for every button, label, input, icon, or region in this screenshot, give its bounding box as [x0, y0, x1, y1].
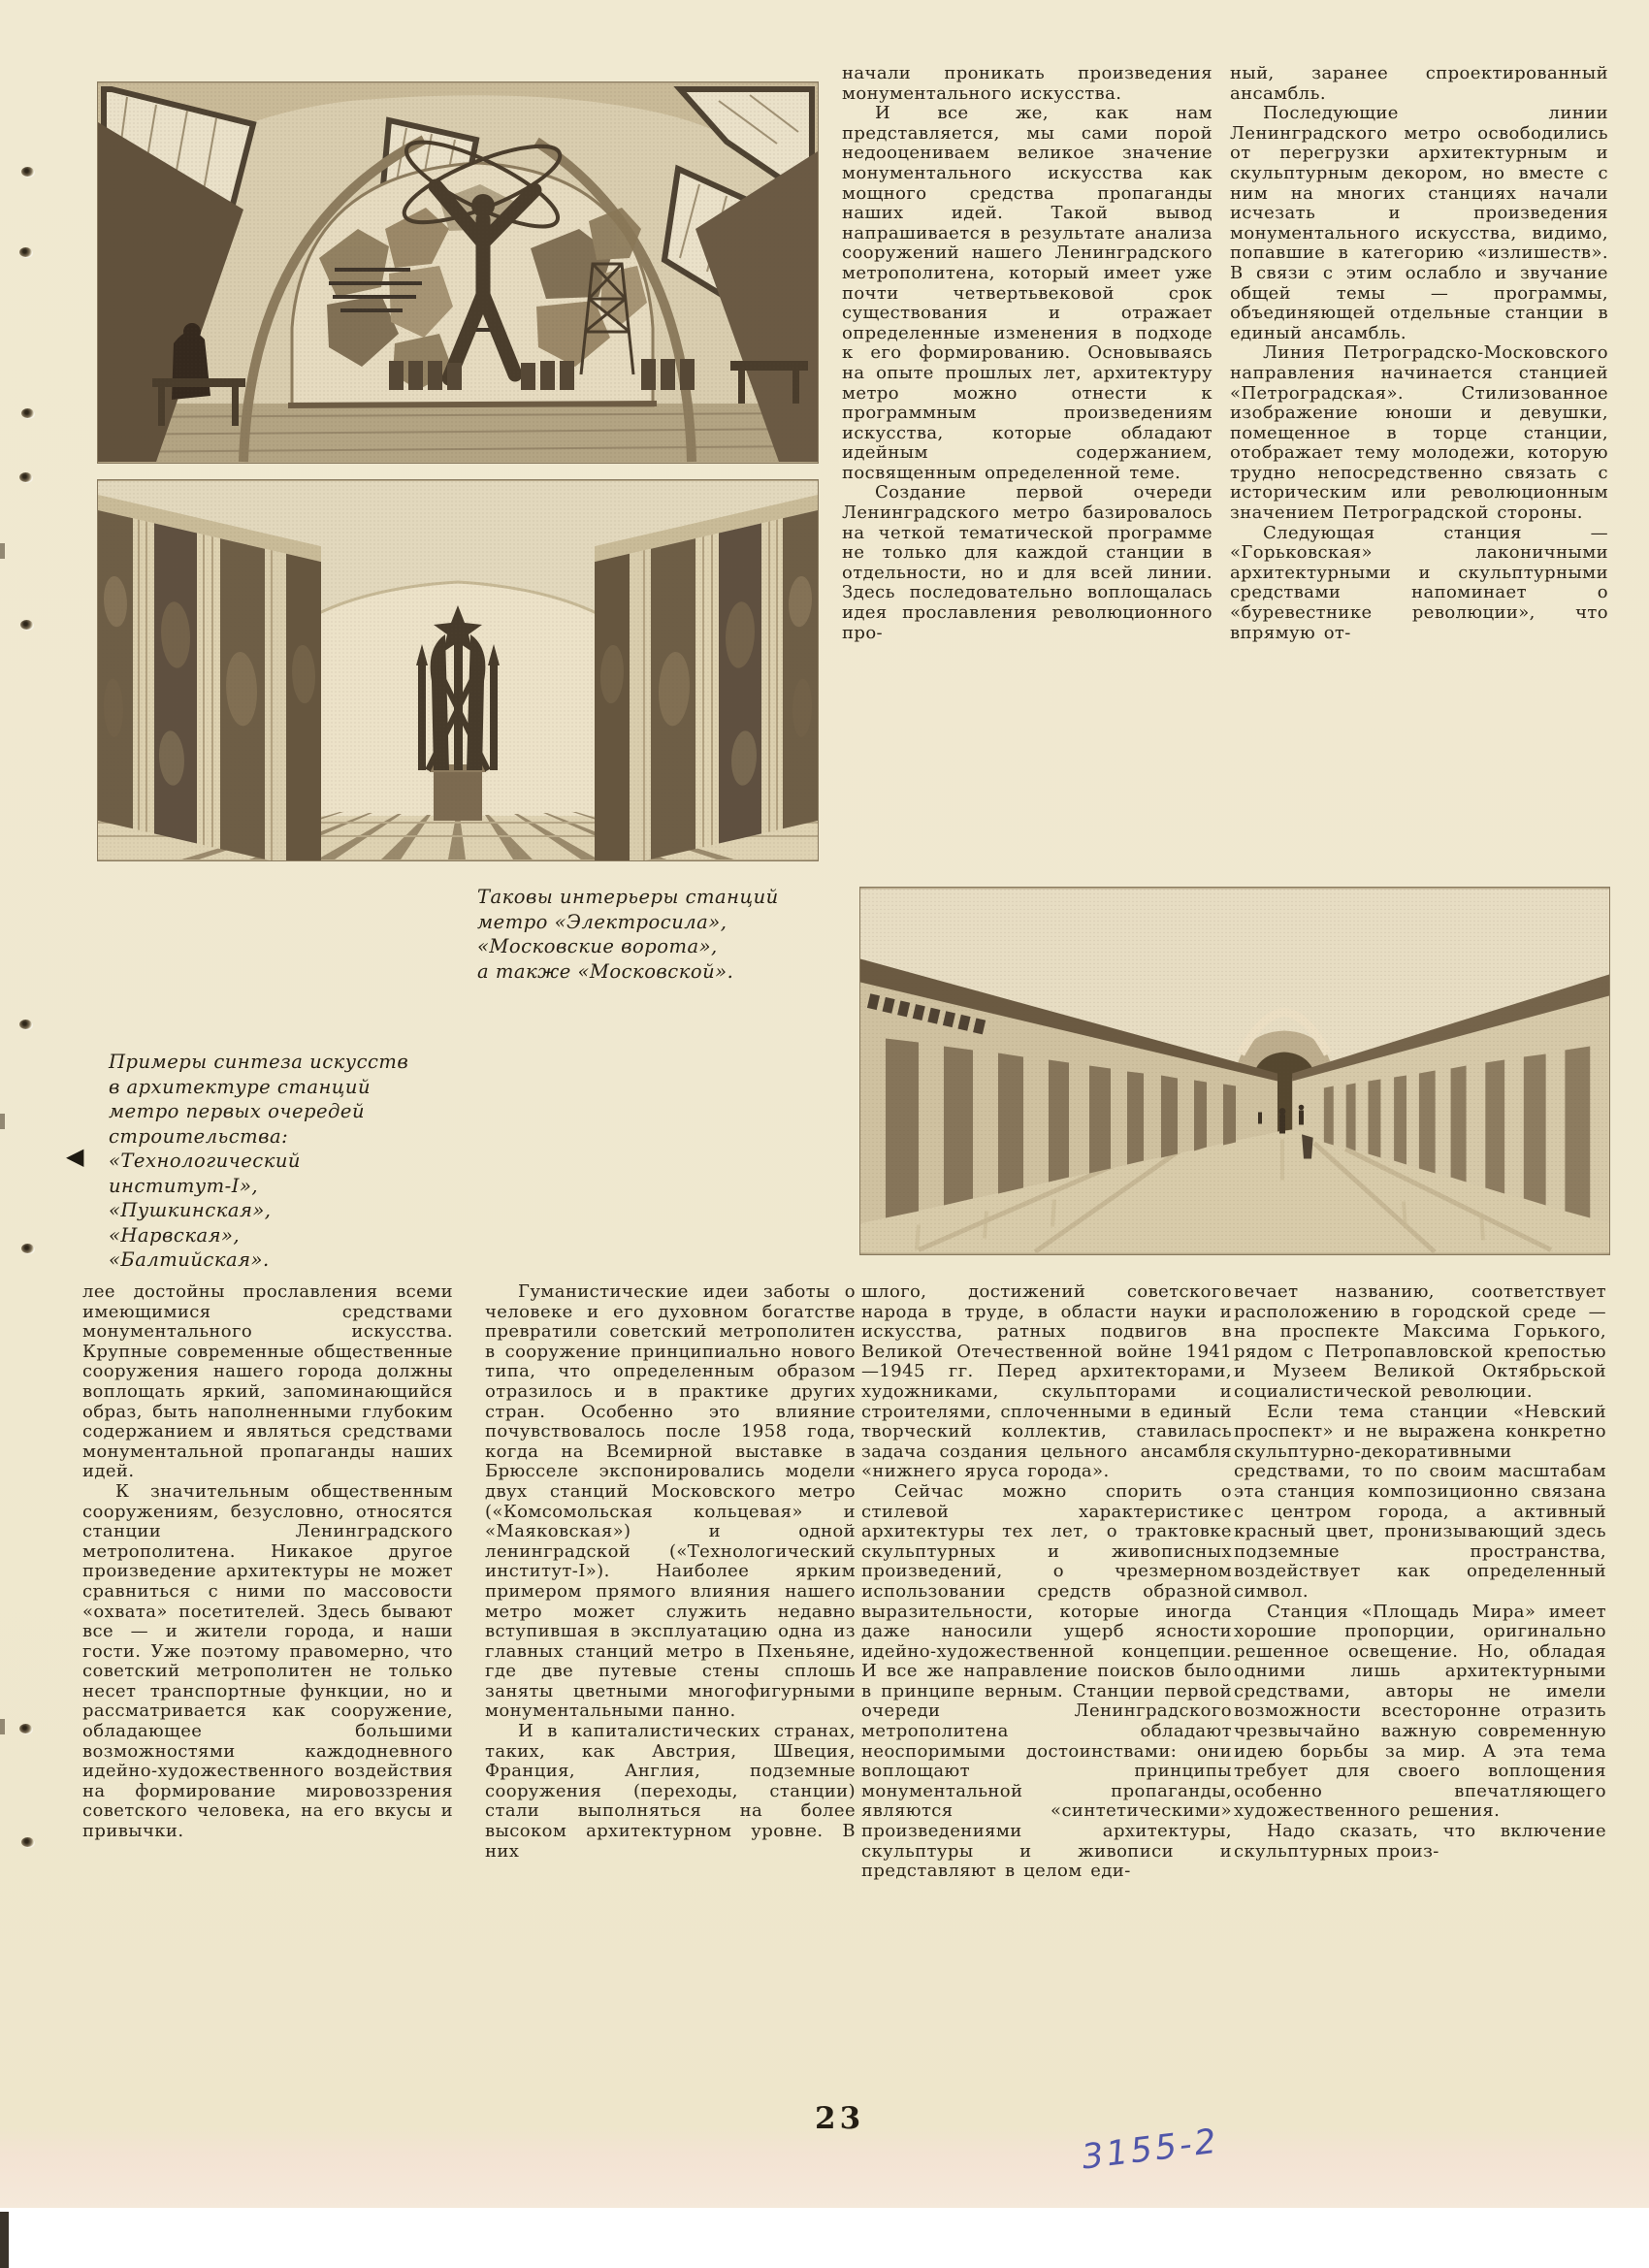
caption-line: а также «Московской».	[477, 959, 734, 983]
caption-line: «Московские ворота»,	[477, 935, 718, 957]
scan-edge-mark	[0, 1719, 5, 1734]
paragraph: ный, заранее спроектированный ансамбль.	[1230, 63, 1608, 104]
caption-line: Таковы интерьеры станций	[477, 886, 779, 908]
paragraph: И все же, как нам представляется, мы сами порой недооцениваем великое значение монументального искусства как мощного средства пропаганды наших идей. Такой вывод напрашивается в результате анализа сооружений нашего Ленинградского метрополитена, который имеет уже почти четвертьвековой срок существования и отражает определенные изменения в подходе к его формированию. Основываясь на опыте прошлых лет, архитектуру метро можно отнести к программным произведениям искусства, которые обладают идейным содержанием, посвященным определенной теме.	[842, 103, 1212, 483]
caption-line: «Пушкинская»,	[109, 1199, 272, 1221]
paragraph: К значительным общественным сооружениям, безусловно, относятся станции Ленинградского метрополитена. Никакое другое произведение архитектуры не может сравниться с ними по массовости «охвата» посетителей. Здесь бывают все — и жители города, и наши гости. Уже поэтому правомерно, что советский метрополитен не только несет транспортные функции, но и рассматривается как сооружение, обладающее большими возможностями каждодневного идейно-художественного воздействия на формирование мировоззрения советского человека, на его вкусы и привычки.	[82, 1480, 453, 1842]
binding-hole-icon	[21, 1244, 34, 1253]
caption-synthesis	[109, 1050, 477, 1273]
paragraph: вечает названию, соответствует расположению в городской среде — на проспекте Максима Горького, рядом с Петропавловской крепостью и Музеем Великой Октябрьской социалистической революции.	[1234, 1281, 1606, 1402]
handwritten-note: 3155-2	[1080, 2122, 1221, 2178]
paragraph: Линия Петроградско-Московского направления начинается станцией «Петроградская». Стилизованное изображение юноши и девушки, помещенное в торце станции, отображает тему молодежи, которую трудно непосредственно связать с историческим или революционным значением Петроградской стороны.	[1230, 342, 1608, 524]
column-top-left	[842, 64, 1212, 885]
paragraph: Следующая станция — «Горьковская» лаконичными архитектурными и скульптурными средствами напоминает о «буревестнике революции», что впрямую от-	[1230, 522, 1608, 643]
caption-line: в архитектуре станций	[109, 1075, 372, 1098]
paragraph: Если тема станции «Невский проспект» и не выражена конкретно скульптурно-декоративными средствами, то по своим масштабам эта станция композиционно связана с центром города, а активный красный цвет, пронизывающий здесь подземные пространства, воздействует как определенный символ.	[1234, 1401, 1606, 1602]
paragraph: начали проникать произведения монументального искусства.	[842, 63, 1212, 104]
column-bottom-3	[861, 1282, 1232, 2113]
binding-hole-icon	[20, 620, 33, 630]
caption-line: «Технологический	[109, 1150, 301, 1172]
scan-edge-mark	[0, 543, 5, 559]
column-bottom-2	[485, 1282, 856, 2113]
paragraph: Сейчас можно спорить о стилевой характеристике архитектуры тех лет, о трактовке скульптурных и живописных произведений, о чрезмерном использовании средств образной выразительности, которые иногда даже наносили ущерб ясности идейно-художественной концепции. И все же направление поисков было в принципе верным. Станции первой очереди Ленинградского метрополитена обладают неоспоримыми достоинствами: они воплощают принципы монументальной пропаганды, являются «синтетическими» произведениями архитектуры, скульптуры и живописи и представляют в целом еди-	[861, 1480, 1232, 1882]
binding-hole-icon	[19, 1724, 32, 1733]
photo-electrosila-mural	[97, 81, 819, 464]
paragraph: И в капиталистических странах, таких, как Австрия, Швеция, Франция, Англия, подземные сооружения (переходы, станции) стали выполняться на более высоком архитектурном уровне. В них	[485, 1721, 856, 1862]
binding-hole-icon	[19, 247, 32, 257]
binding-hole-icon	[21, 408, 34, 418]
paragraph: Гуманистические идеи заботы о человеке и его духовном богатстве превратили советский метрополитен в сооружение принципиально нового типа, что определенным образом отразилось и в практике других стран. Особенно это влияние почувствовалось после 1958 года, когда на Всемирной выставке в Брюсселе экспонировались модели двух станций Московского метро («Комсомольская кольцевая» и «Маяковская») и одной ленинградской («Технологический институт-I»). Наиболее ярким примером прямого влияния нашего метро может служить недавно вступившая в эксплуатацию одна из главных станций метро в Пхеньяне, где две путевые стены сплошь заняты цветными многофигурными монументальными панно.	[485, 1281, 856, 1722]
caption-line: «Балтийская».	[109, 1248, 270, 1271]
photo-pointer-icon: ◀	[66, 1143, 84, 1170]
caption-interiors	[477, 885, 846, 984]
spine-mark	[0, 2212, 9, 2268]
binding-hole-icon	[21, 167, 34, 177]
paragraph: Станция «Площадь Мира» имеет хорошие пропорции, оригинально решенное освещение. Но, обладая одними лишь архитектурными средствами, авторы не имели возможности всесторонне отразить чрезвычайно важную современную идею борьбы за мир. А эта тема требует для своего воплощения особенно впечатляющего художественного решения.	[1234, 1601, 1606, 1822]
binding-hole-icon	[21, 1837, 34, 1847]
paragraph: Создание первой очереди Ленинградского метро базировалось на четкой тематической программе не только для каждой станции в отдельности, но и для всей линии. Здесь последовательно воплощалась идея прославления революционного про-	[842, 482, 1212, 643]
column-bottom-1	[82, 1282, 453, 2113]
scan-edge-mark	[0, 1114, 5, 1129]
paragraph: лее достойны прославления всеми имеющимися средствами монументального искусства. Крупные современные общественные сооружения нашего города должны воплощать яркий, запоминающийся образ, быть наполненными глубоким содержанием и являться средствами монументальной пропаганды наших идей.	[82, 1281, 453, 1482]
paragraph: шлого, достижений советского народа в труде, в области науки и искусства, ратных подвигов в Великой Отечественной войне 1941—1945 гг. Перед архитекторами, художниками, скульпторами и строителями, сплоченными в единый творческий коллектив, ставилась задача создания цельного ансамбля «нижнего яруса города».	[861, 1281, 1232, 1482]
caption-line: институт-I»,	[109, 1174, 259, 1197]
binding-hole-icon	[19, 472, 32, 482]
binding-hole-icon	[19, 1020, 32, 1029]
page-number: 23	[815, 2101, 865, 2136]
caption-line: Примеры синтеза искусств	[109, 1051, 409, 1073]
photo-station-platform-perspective	[859, 887, 1610, 1255]
paragraph: Последующие линии Ленинградского метро освободились от перегрузки архитектурным и скульптурным декором, но вместе с ним на многих станциях начали исчезать и произведения монументального искусства, видимо, попавшие в категорию «излишеств». В связи с этим ослабло и звучание общей темы — программы, объединяющей отдельные станции в единый ансамбль.	[1230, 103, 1608, 343]
scanner-background	[0, 2208, 1649, 2268]
caption-line: метро первых очередей	[109, 1100, 366, 1122]
column-top-right	[1230, 64, 1608, 885]
caption-line: метро «Электросила»,	[477, 910, 728, 933]
column-bottom-4	[1234, 1282, 1606, 2113]
paragraph: Надо сказать, что включение скульптурных произ-	[1234, 1821, 1606, 1862]
caption-line: строительства:	[109, 1124, 289, 1148]
caption-line: «Нарвская»,	[109, 1223, 241, 1247]
photo-station-hall-sculpture	[97, 479, 819, 861]
